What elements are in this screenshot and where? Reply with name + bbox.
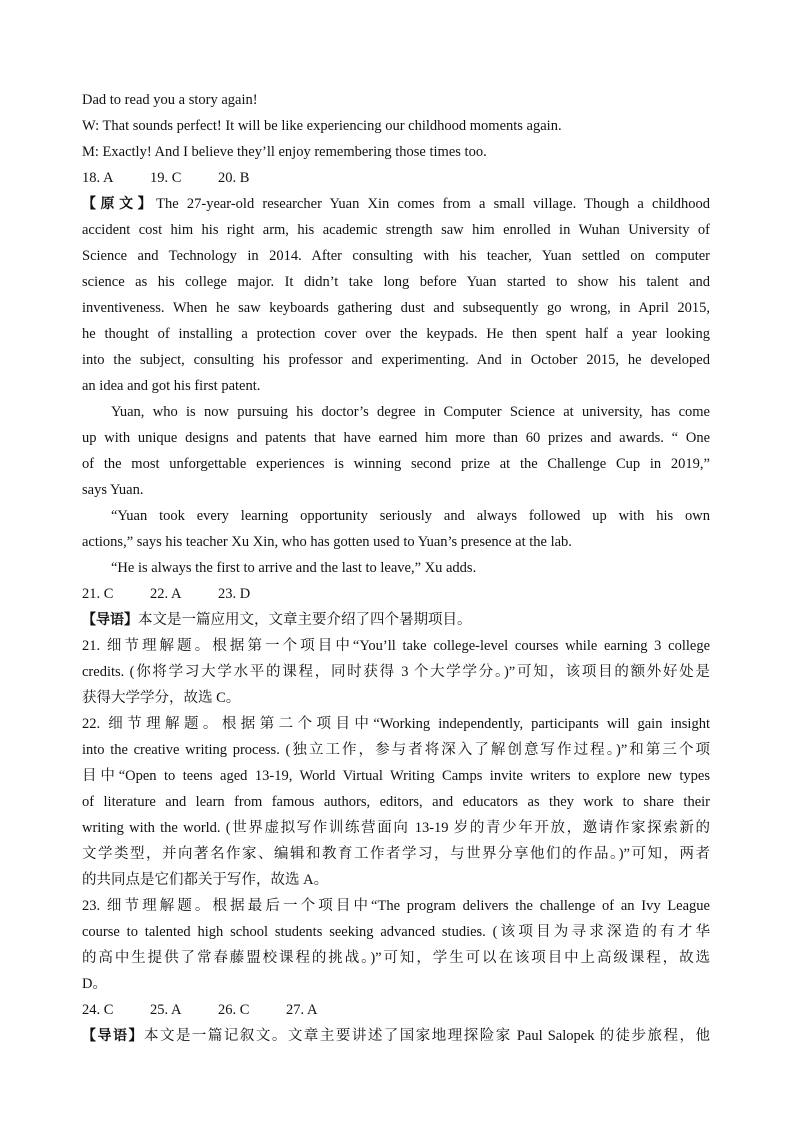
transcript-line: “He is always the first to arrive and the last to leave,” Xu adds. <box>111 560 477 576</box>
transcript-line: of the most unforgettable experiences is winning second prize at the Challenge Cup in 2019,” <box>82 456 710 472</box>
explanation-line: 的共同点是它们都关于写作，故选 A。 <box>82 872 329 888</box>
dialogue-line: W: That sounds perfect! It will be like experiencing our childhood moments again. <box>82 118 562 134</box>
transcript-line <box>82 194 710 214</box>
explanation-line: writing with the world. (世界虚拟写作训练营面向 13-19 岁的青少年开放，邀请作家探索新的 <box>82 820 710 836</box>
transcript-line: accident cost him his right arm, his academic strength saw him enrolled in Wuhan University of <box>82 222 710 238</box>
explanation-line: 22. 细节理解题。根据第二个项目中“Working independently, participants will gain insight <box>82 716 710 732</box>
text-run: 本文是一篇应用文，文章主要介绍了四个暑期项目。 <box>138 612 472 628</box>
text-run: 本文是一篇记叙文。文章主要讲述了国家地理探险家 Paul Salopek 的徒步旅程，他 <box>143 1028 710 1044</box>
explanation-line: D。 <box>82 976 107 992</box>
answer: 21. C <box>82 586 114 602</box>
intro-line <box>82 610 710 630</box>
answer: 23. D <box>218 586 251 602</box>
explanation-line: 文学类型，并向著名作家、编辑和教育工作者学习，与世界分享他们的作品。)”可知，两者 <box>82 846 710 862</box>
explanation-line: 获得大学学分，故选 C。 <box>82 690 241 706</box>
explanation-line: of literature and learn from famous authors, editors, and educators as they work to share their <box>82 794 710 810</box>
answer: 26. C <box>218 1002 250 1018</box>
answer: 19. C <box>150 170 182 186</box>
dialogue-line: M: Exactly! And I believe they’ll enjoy remembering those times too. <box>82 144 487 160</box>
answer: 24. C <box>82 1002 114 1018</box>
section-tag-intro: 【导语】 <box>82 612 138 628</box>
answer: 27. A <box>286 1002 318 1018</box>
transcript-line: actions,” says his teacher Xu Xin, who has gotten used to Yuan’s presence at the lab. <box>82 534 572 550</box>
transcript-line: inventiveness. When he saw keyboards gathering dust and subsequently go wrong, in April 2015, <box>82 300 710 316</box>
transcript-line: “Yuan took every learning opportunity seriously and always followed up with his own <box>111 508 710 524</box>
section-tag-intro: 【导语】 <box>82 1028 144 1044</box>
answer: 20. B <box>218 170 250 186</box>
answer: 18. A <box>82 170 114 186</box>
transcript-line: he thought of installing a protection cover over the keypads. He then spent half a year looking <box>82 326 710 342</box>
explanation-line: 目中“Open to teens aged 13-19, World Virtual Writing Camps invite writers to explore new types <box>82 768 710 784</box>
answer-row <box>82 1000 710 1020</box>
explanation-line: credits. (你将学习大学水平的课程，同时获得 3 个大学学分。)”可知，该项目的额外好处是 <box>82 664 710 680</box>
explanation-line: 23. 细节理解题。根据最后一个项目中“The program delivers the challenge of an Ivy League <box>82 898 710 914</box>
answer: 22. A <box>150 586 182 602</box>
text-run: The 27-year-old researcher Yuan Xin comes from a small village. Though a childhood <box>156 196 710 212</box>
answer: 25. A <box>150 1002 182 1018</box>
transcript-line: Yuan, who is now pursuing his doctor’s degree in Computer Science at university, has come <box>111 404 710 420</box>
transcript-line: an idea and got his first patent. <box>82 378 261 394</box>
transcript-line: into the subject, consulting his professor and experimenting. And in October 2015, he developed <box>82 352 710 368</box>
section-tag-original: 【原文】 <box>82 196 157 212</box>
transcript-line: up with unique designs and patents that have earned him more than 60 prizes and awards. “ One <box>82 430 710 446</box>
transcript-line: science as his college major. It didn’t take long before Yuan started to show his talent and <box>82 274 710 290</box>
answer-row <box>82 168 710 188</box>
intro-line <box>82 1026 710 1046</box>
explanation-line: 的高中生提供了常春藤盟校课程的挑战。)”可知，学生可以在该项目中上高级课程，故选 <box>82 950 710 966</box>
transcript-line: Science and Technology in 2014. After consulting with his teacher, Yuan settled on computer <box>82 248 710 264</box>
explanation-line: 21. 细节理解题。根据第一个项目中“You’ll take college-level courses while earning 3 college <box>82 638 710 654</box>
explanation-line: into the creative writing process. (独立工作，参与者将深入了解创意写作过程。)”和第三个项 <box>82 742 710 758</box>
transcript-line: says Yuan. <box>82 482 144 498</box>
answer-row <box>82 584 710 604</box>
explanation-line: course to talented high school students seeking advanced studies. (该项目为寻求深造的有才华 <box>82 924 710 940</box>
dialogue-line: Dad to read you a story again! <box>82 92 258 108</box>
